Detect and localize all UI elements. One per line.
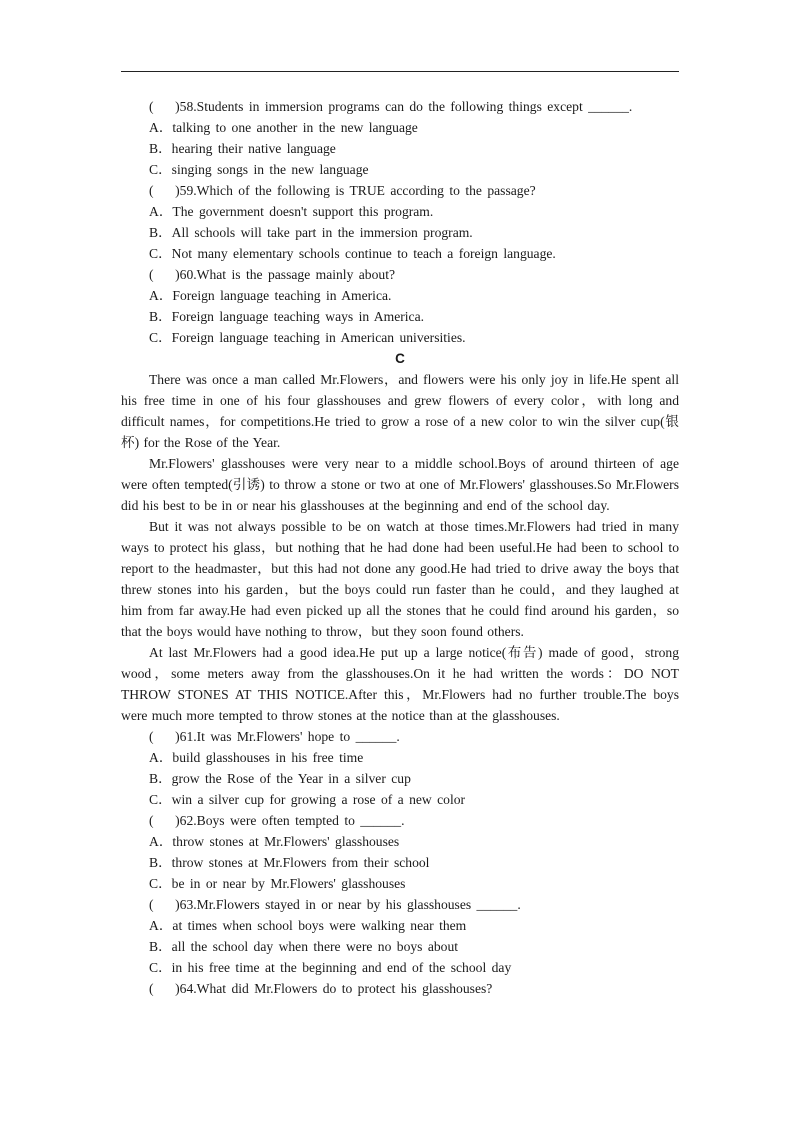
question-58-option-a: A．talking to one another in the new language <box>149 120 418 135</box>
question-58-option-b: B．hearing their native language <box>149 141 336 156</box>
question-61-option-c: C．win a silver cup for growing a rose of a new color <box>149 792 466 807</box>
passage-paragraph-4: At last Mr.Flowers had a good idea.He put up a large notice(布告) made of good，strong wood，some meters away from the glasshouses.On it he had written the words：DO NOT THROW STONES AT THIS NOTICE.After this，Mr.Flowers had no further trouble.The boys were much more tempted to throw stones at the notice than at the glasshouses. <box>121 645 679 723</box>
question-64: ( )64.What did Mr.Flowers do to protect his glasshouses? <box>149 981 493 996</box>
question-58: ( )58.Students in immersion programs can do the following things except ______. <box>149 99 633 114</box>
question-60-option-a: A．Foreign language teaching in America. <box>149 288 392 303</box>
question-62: ( )62.Boys were often tempted to ______. <box>149 813 405 828</box>
question-61: ( )61.It was Mr.Flowers' hope to ______. <box>149 729 400 744</box>
question-59: ( )59.Which of the following is TRUE according to the passage? <box>149 183 536 198</box>
header-rule <box>121 71 679 72</box>
document-body <box>121 96 679 999</box>
section-c-passage <box>121 369 679 726</box>
question-58-option-c: C．singing songs in the new language <box>149 162 369 177</box>
passage-paragraph-3: But it was not always possible to be on watch at those times.Mr.Flowers had tried in many ways to protect his glass，but nothing that he had done had been useful.He had been to school to report to the headmaster，but this had not done any good.He had tried to drive away the boys that threw stones into his garden，but the boys could run faster than he could，and they laughed at him from far away.He had even picked up all the stones that he could find around his garden，so that the boys would have nothing to throw，but they soon found others. <box>121 519 679 639</box>
question-63-option-c: C．in his free time at the beginning and end of the school day <box>149 960 512 975</box>
section-c-heading: C <box>395 351 405 366</box>
question-61-option-a: A．build glasshouses in his free time <box>149 750 364 765</box>
question-60-option-b: B．Foreign language teaching ways in America. <box>149 309 425 324</box>
question-63-option-b: B．all the school day when there were no boys about <box>149 939 459 954</box>
question-62-option-b: B．throw stones at Mr.Flowers from their school <box>149 855 430 870</box>
question-59-option-b: B．All schools will take part in the immersion program. <box>149 225 473 240</box>
question-59-option-a: A．The government doesn't support this program. <box>149 204 434 219</box>
question-63: ( )63.Mr.Flowers stayed in or near by his glasshouses ______. <box>149 897 521 912</box>
passage-paragraph-1: There was once a man called Mr.Flowers，and flowers were his only joy in life.He spent all his free time in one of his four glasshouses and grew flowers of every color，with long and difficult names，for competitions.He tried to grow a rose of a new color to win the silver cup(银杯) for the Rose of the Year. <box>121 372 679 450</box>
question-63-option-a: A．at times when school boys were walking near them <box>149 918 467 933</box>
question-62-option-a: A．throw stones at Mr.Flowers' glasshouses <box>149 834 400 849</box>
question-60-option-c: C．Foreign language teaching in American universities. <box>149 330 466 345</box>
question-60: ( )60.What is the passage mainly about? <box>149 267 396 282</box>
question-62-option-c: C．be in or near by Mr.Flowers' glasshouses <box>149 876 406 891</box>
question-61-option-b: B．grow the Rose of the Year in a silver cup <box>149 771 411 786</box>
passage-paragraph-2: Mr.Flowers' glasshouses were very near to a middle school.Boys of around thirteen of age were often tempted(引诱) to throw a stone or two at one of Mr.Flowers' glasshouses.So Mr.Flowers did his best to be in or near his glasshouses at the beginning and end of the school day. <box>121 456 679 513</box>
question-59-option-c: C．Not many elementary schools continue to teach a foreign language. <box>149 246 556 261</box>
